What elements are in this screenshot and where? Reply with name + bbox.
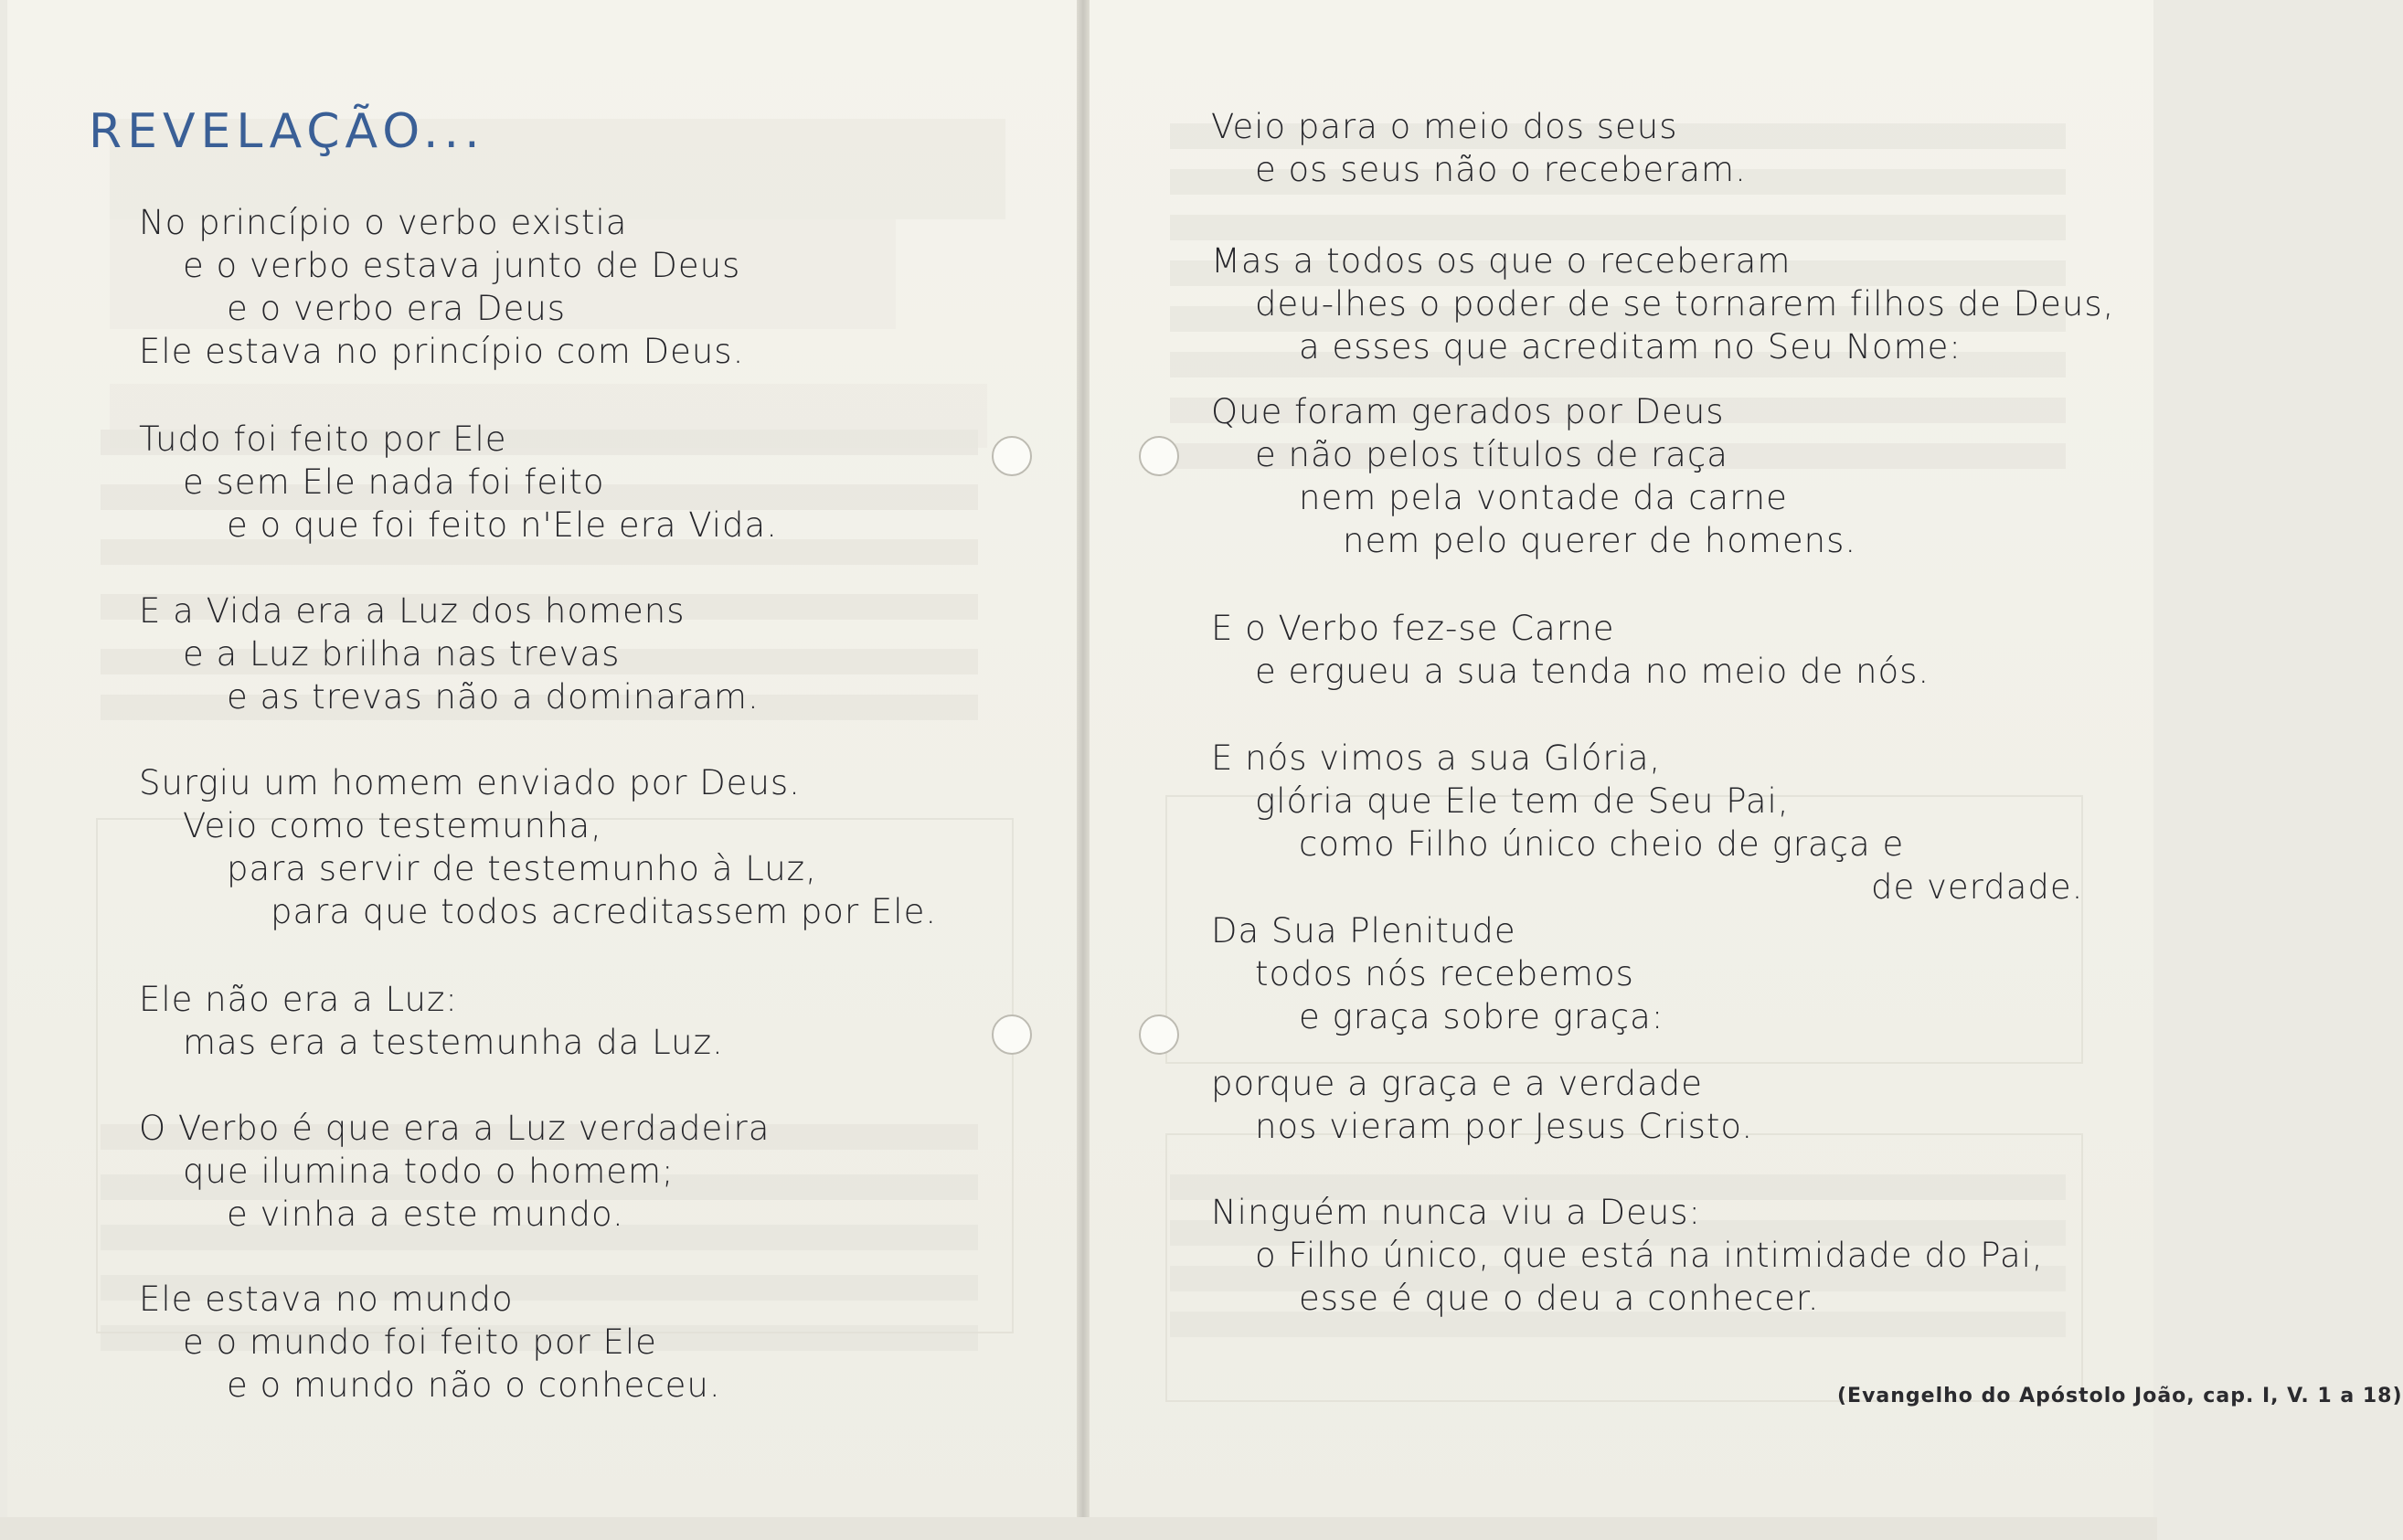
verse-line: Veio para o meio dos seus [1211,107,1678,146]
stanza [139,978,724,1064]
verse-line: No princípio o verbo existia [139,203,628,242]
stanza [139,589,760,718]
verse-line: Da Sua Plenitude [1211,911,1516,951]
stanza [139,418,778,547]
verse-line: e a Luz brilha nas trevas [183,634,621,674]
punch-hole [1139,436,1179,476]
stanza [1211,105,1747,191]
stanza [1211,239,2114,368]
verse-line: O Verbo é que era a Luz verdadeira [139,1109,771,1148]
verse-line: nem pelo querer de homens. [1343,521,1857,560]
show-through-line [1170,215,2066,240]
bottom-edge [0,1517,2157,1540]
verse-line: de verdade. [1871,867,2084,907]
verse-line: E nós vimos a sua Glória, [1211,738,1662,778]
verse-line: que ilumina todo o homem; [183,1152,675,1191]
verse-line: Surgiu um homem enviado por Deus. [139,763,801,802]
stanza [1211,737,2083,908]
verse-line: como Filho único cheio de graça e [1299,824,1905,864]
verse-line: Ninguém nunca viu a Deus: [1211,1193,1702,1232]
verse-line: mas era a testemunha da Luz. [183,1023,724,1062]
stanza [1211,390,1856,562]
verse-line: todos nós recebemos [1255,954,1634,993]
verse-line: e o verbo era Deus [227,289,567,328]
stanza [1211,909,1664,1038]
stanza [1211,607,1930,693]
gutter [1077,0,1090,1540]
verse-line: Mas a todos os que o receberam [1211,241,1792,281]
verse-line: e ergueu a sua tenda no meio de nós. [1255,652,1930,691]
verse-line: porque a graça e a verdade [1211,1064,1704,1103]
verse-line: Ele estava no princípio com Deus. [139,332,745,371]
stanza [1211,1191,2044,1320]
verse-line: e não pelos títulos de raça [1255,435,1728,474]
stanza [139,201,744,373]
verse-line: e o verbo estava junto de Deus [183,246,741,285]
verse-line: nos vieram por Jesus Cristo. [1255,1107,1754,1146]
verse-line: o Filho único, que está na intimidade do Pai, [1255,1236,2044,1275]
verse-line: para servir de testemunho à Luz, [227,849,817,888]
verse-line: Que foram gerados por Deus [1211,392,1725,431]
verse-line: e sem Ele nada foi feito [183,462,605,502]
verse-line: e os seus não o receberam. [1255,150,1747,189]
verse-line: a esses que acreditam no Seu Nome: [1299,327,1962,366]
verse-line: E a Vida era a Luz dos homens [139,591,686,631]
verse-line: Ele estava no mundo [139,1280,514,1319]
verse-line: e vinha a este mundo. [227,1195,624,1234]
punch-hole [992,1014,1032,1055]
stanza [1211,1062,1753,1148]
verse-line: e as trevas não a dominaram. [227,677,760,717]
verse-line: E o Verbo fez-se Carne [1211,609,1615,648]
verse-line: e o que foi feito n'Ele era Vida. [227,505,778,545]
page-title: REVELAÇÃO... [89,104,485,159]
verse-line: nem pela vontade da carne [1299,478,1788,517]
citation: (Evangelho do Apóstolo João, cap. I, V. 1 a 18) [1837,1385,2403,1407]
verse-line: Ele não era a Luz: [139,980,458,1019]
stanza [139,761,937,933]
verse-line: Veio como testemunha, [183,806,602,845]
punch-hole [992,436,1032,476]
verse-line: e graça sobre graça: [1299,997,1664,1036]
verse-line: esse é que o deu a conhecer. [1299,1279,1820,1318]
verse-line: para que todos acreditassem por Ele. [271,892,938,931]
verse-line: e o mundo não o conheceu. [227,1365,721,1405]
verse-line: deu-lhes o poder de se tornarem filhos de Deus, [1255,284,2115,324]
punch-hole [1139,1014,1179,1055]
stanza [139,1278,721,1407]
verse-line: e o mundo foi feito por Ele [183,1322,657,1362]
verse-line: Tudo foi feito por Ele [139,420,507,459]
verse-line: glória que Ele tem de Seu Pai, [1255,781,1790,821]
stanza [139,1107,770,1236]
